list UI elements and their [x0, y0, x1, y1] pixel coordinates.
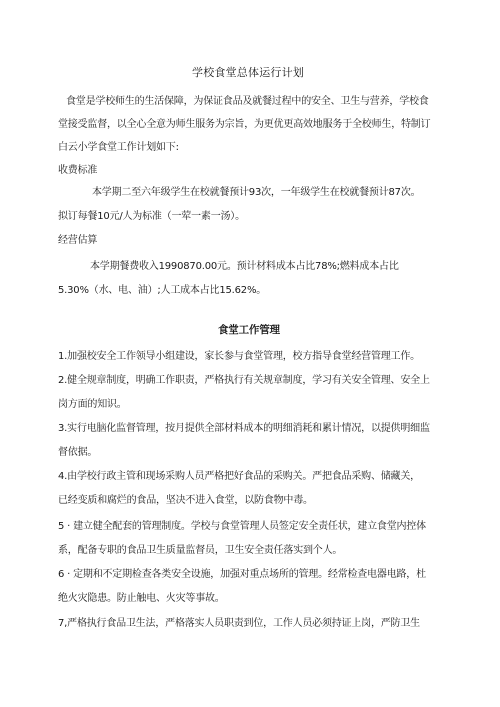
management-line: 已经变质和腐烂的食品，坚决不进入食堂，以防食物中毒。 [58, 495, 313, 506]
intro-line: 食堂是学校师生的生活保障，为保证食品及就餐过程中的安全、卫生与营养，学校食 [66, 96, 429, 107]
management-line: 督依据。 [58, 447, 98, 458]
budget-line: 5.30%（水、电、油）;人工成本占比15.62%。 [58, 285, 267, 296]
budget-line: 本学期餐费收入1990870.00元。预计材料成本占比78%;燃料成本占比 [90, 261, 399, 272]
management-heading: 食堂工作管理 [218, 324, 280, 336]
management-line: 系，配备专职的食品卫生质量监督员，卫生安全责任落实到个人。 [58, 545, 343, 556]
fees-line: 本学期二至六年级学生在校就餐预计93次，一年级学生在校就餐预计87次。 [92, 187, 421, 198]
management-line: 3.实行电脑化监督管理，按月提供全部材料成本的明细消耗和累计情况，以提供明细监 [58, 423, 430, 434]
fees-line: 拟订每餐10元/人为标准（一荤一素一汤）。 [58, 211, 245, 222]
fees-heading: 收费标准 [58, 165, 98, 176]
management-line: 6 · 定期和不定期检查各类安全设施，加强对重点场所的管理。经常检查电器电路，杜 [58, 569, 426, 580]
intro-line: 白云小学食堂工作计划如下: [58, 142, 179, 153]
intro-line: 堂接受监督，以全心全意为师生服务为宗旨，为更优更高效地服务于全校师生，特制订 [58, 119, 431, 130]
management-line: 岗方面的知识。 [58, 399, 127, 410]
management-line: 4.由学校行政主管和现场采购人员严格把好食品的采购关。严把食品采购、储藏关， [58, 471, 420, 482]
management-line: 1.加强校安全工作领导小组建设，家长参与食堂管理，校方指导食堂经营管理工作。 [58, 351, 420, 362]
management-line: 绝火灾隐患。防止触电、火灾等事故。 [58, 593, 225, 604]
page-title: 学校食堂总体运行计划 [192, 66, 304, 79]
management-line: 7,严格执行食品卫生法，严格落实人员职责到位，工作人员必须持证上岗，严防卫生 [58, 618, 420, 629]
budget-heading: 经营估算 [58, 235, 98, 246]
management-line: 2.健全规章制度，明确工作职责，严格执行有关规章制度，学习有关安全管理、安全上 [58, 375, 430, 386]
management-line: 5 · 建立健全配套的管理制度。学校与食堂管理人员签定安全责任状，建立食堂内控体 [58, 521, 426, 532]
